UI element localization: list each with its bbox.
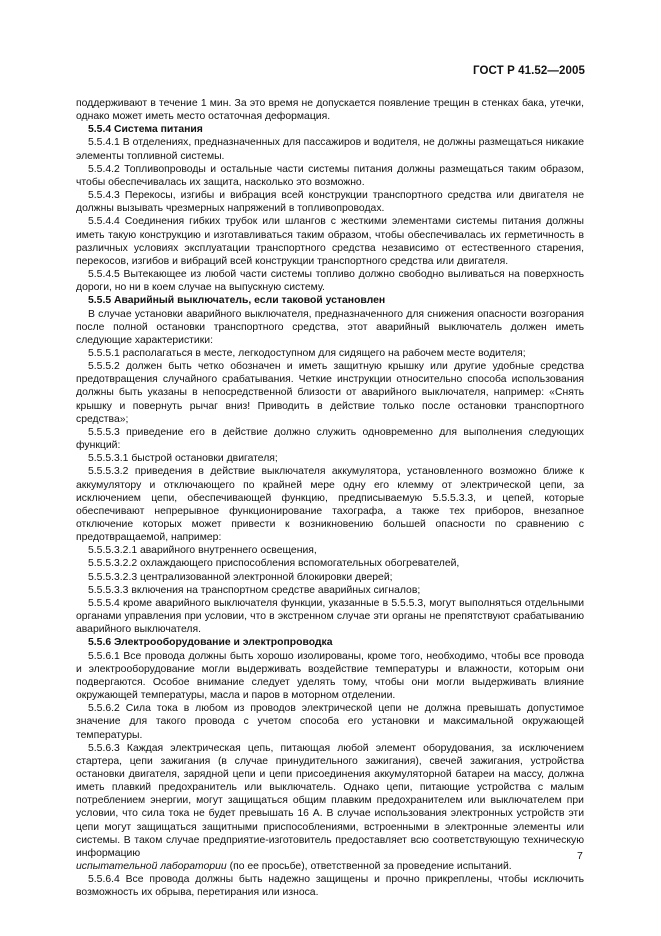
paragraph: 5.5.4.1 В отделениях, предназначенных для пассажиров и водителя, не должны размещаться никакие элементы топливной системы.	[76, 137, 584, 162]
paragraph: 5.5.5.3.2 приведения в действие выключателя аккумулятора, установленного возможно ближе к аккумулятору и отключающего по крайней мере одну его клемму от электрической цепи, за исключением цепи, обеспечивающей функцию, предписываемую 5.5.5.3.3, и цепей, которые обеспечивают непрерывное функционирование тахографа, а также тех приборов, внезапное отключение которых может привести к возникновению большей опасности по сравнению с предотвращаемой, например:	[76, 466, 584, 544]
paragraph: 5.5.4.2 Топливопроводы и остальные части системы питания должны размещаться таким образом, чтобы обеспечивалась их защита, насколько это возможно.	[76, 163, 584, 188]
paragraph: 5.5.5.3.2.1 аварийного внутреннего освещения,	[88, 545, 317, 557]
paragraph-tail: (по ее просьбе), ответственной за проведение испытаний.	[226, 861, 512, 873]
paragraph: 5.5.5.1 располагаться в месте, легкодоступном для сидящего на рабочем месте водителя;	[88, 347, 526, 359]
page-number: 7	[577, 850, 583, 862]
paragraph: 5.5.4.4 Соединения гибких трубок или шлангов с жесткими элементами системы питания должны иметь такую конструкцию и изготавливаться таким образом, чтобы обеспечивалась их герметичность в различных условиях эксплуатации транспортного средства независимо от естественного старения, перекосов, изгибов и вибраций всей конструкции транспортного средства или двигателя.	[76, 216, 584, 267]
paragraph: В случае установки аварийного выключателя, предназначенного для снижения опасности возгорания после полной остановки транспортного средства, этот аварийный выключатель должен иметь следующие характеристики:	[76, 308, 584, 346]
paragraph: 5.5.4.5 Вытекающее из любой части системы топливо должно свободно выливаться на поверхность дороги, но ни в коем случае на выпускную систему.	[76, 269, 584, 294]
italic-term: испытательной лаборатории	[76, 861, 227, 873]
document-body	[76, 97, 584, 900]
paragraph: 5.5.5.2 должен быть четко обозначен и иметь защитную крышку или другие удобные средства предотвращения случайного срабатывания. Четкие инструкции относительно способа использования должны быть указаны в непосредственной близости от аварийного выключателя, например: «Снять крышку и повернуть рычаг вниз! Приводить в действие только после остановки транспортного средства»;	[76, 361, 584, 425]
paragraph: 5.5.6.3 Каждая электрическая цепь, питающая любой элемент оборудования, за исключением стартера, цепи зажигания (в случае принудительного зажигания), свечей зажигания, устройства остановки двигателя, зарядной цепи и цепи присоединения аккумуляторной батареи на массу, должна иметь плавкий предохранитель или выключатель. Однако цепи, питающие устройства с малым потреблением энергии, могут защищаться общим плавким предохранителем или выключателем при условии, что сила тока не будет превышать 16 А. В случае использования электронных устройств эти цепи могут защищаться защитными приспособлениями, встроенными в электронные элементы или системы. В таком случае предприятие-изготовитель предоставляет всю соответствующую техническую информацию	[76, 742, 584, 859]
paragraph: 5.5.5.3.2.3 централизованной электронной блокировки дверей;	[88, 571, 393, 583]
paragraph: 5.5.6.1 Все провода должны быть хорошо изолированы, кроме того, необходимо, чтобы все провода и электрооборудование могли выдерживать воздействие температуры и влажности, которым они подвергаются. Особое внимание следует уделять тому, чтобы они могли выдерживать влияние окружающей температуры, масла и паров в моторном отделении.	[76, 650, 584, 702]
paragraph: 5.5.5.3 приведение его в действие должно служить одновременно для выполнения следующих функций:	[76, 426, 584, 452]
paragraph: 5.5.5.3.3 включения на транспортном средстве аварийных сигналов;	[88, 584, 421, 596]
paragraph: 5.5.5.4 кроме аварийного выключателя функции, указанные в 5.5.5.3, могут выполняться отдельными органами управления при условии, что в экстренном случае эти органы не препятствуют срабатыванию аварийного выключателя.	[76, 597, 584, 636]
paragraph: поддерживают в течение 1 мин. За это время не допускается появление трещин в стенках бака, утечки, однако может иметь место остаточная деформация.	[76, 98, 584, 123]
section-heading: 5.5.4 Система питания	[88, 124, 203, 136]
document-header: ГОСТ Р 41.52—2005	[473, 65, 585, 77]
paragraph: 5.5.4.3 Перекосы, изгибы и вибрация всей конструкции транспортного средства или двигателя не должны вызывать чрезмерных напряжений в топливопроводах.	[76, 190, 584, 215]
paragraph-continuation	[76, 860, 584, 873]
section-heading: 5.5.5 Аварийный выключатель, если таковой установлен	[88, 295, 386, 307]
paragraph: 5.5.6.4 Все провода должны быть надежно защищены и прочно прикреплены, чтобы исключить возможность их обрыва, перетирания или износа.	[76, 874, 584, 899]
section-heading: 5.5.6 Электрооборудование и электропроводка	[88, 637, 333, 649]
paragraph: 5.5.6.2 Сила тока в любом из проводов электрической цепи не должна превышать допустимое значение для такого провода с учетом способа его установки и максимальной окружающей температуры.	[76, 703, 584, 741]
paragraph: 5.5.5.3.1 быстрой остановки двигателя;	[88, 453, 278, 465]
paragraph: 5.5.5.3.2.2 охлаждающего приспособления вспомогательных обогревателей,	[88, 558, 460, 570]
